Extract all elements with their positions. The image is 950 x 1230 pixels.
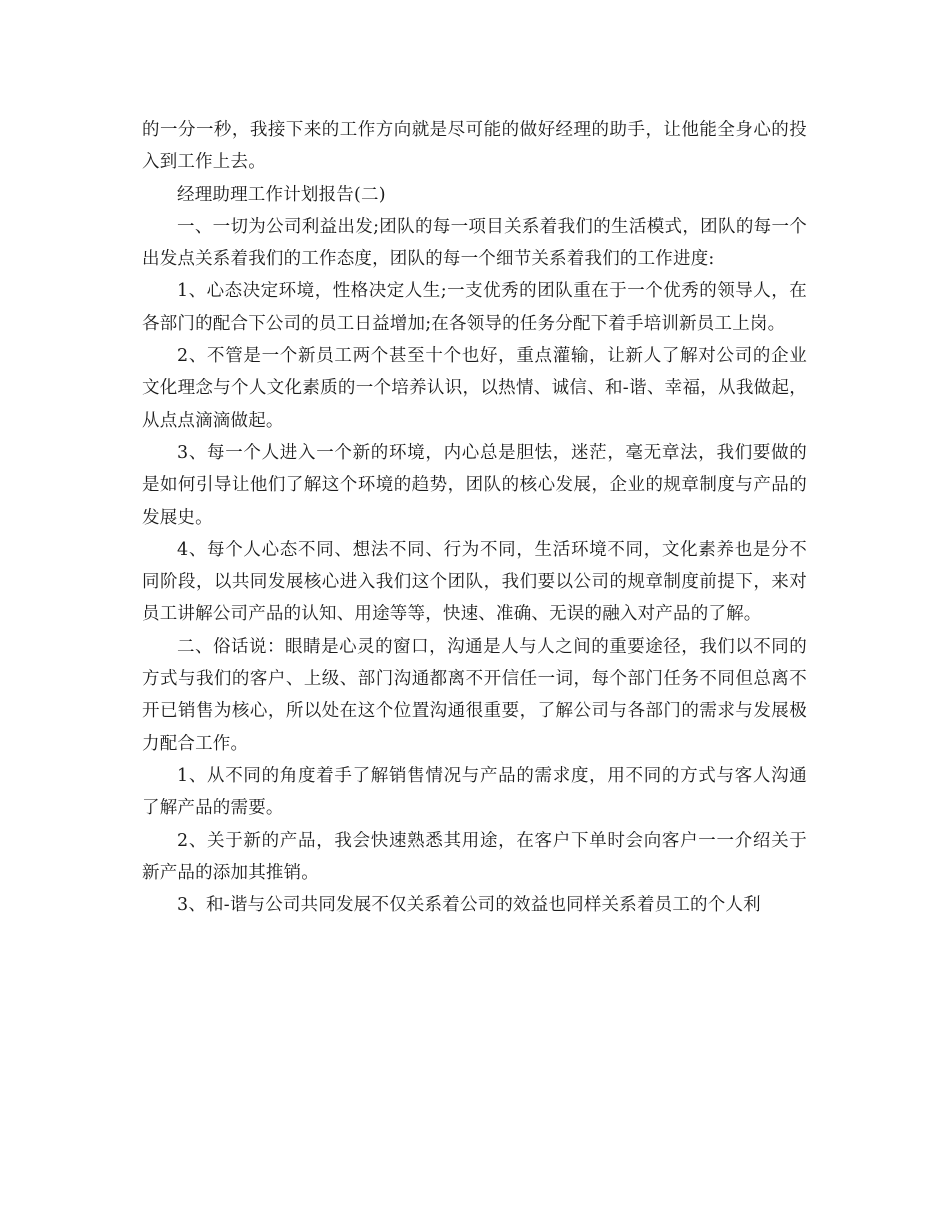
paragraph-part-two-item-1: 1、从不同的角度着手了解销售情况与产品的需求度，用不同的方式与客人沟通了解产品的需要。: [142, 765, 807, 819]
paragraph-part-one: 一、一切为公司利益出发;团队的每一项目关系着我们的生活模式，团队的每一个出发点关系着我们的工作态度，团队的每一个细节关系着我们的工作进度:: [142, 216, 807, 270]
paragraph-part-two: 二、俗话说：眼睛是心灵的窗口，沟通是人与人之间的重要途径，我们以不同的方式与我们的客户、上级、部门沟通都离不开信任一词，每个部门任务不同但总离不开已销售为核心，所以处在这个位置沟通很重要，了解公司与各部门的需求与发展极力配合工作。: [142, 636, 807, 754]
paragraph-item-1: 1、心态决定环境，性格决定人生;一支优秀的团队重在于一个优秀的领导人，在各部门的配合下公司的员工日益增加;在各领导的任务分配下着手培训新员工上岗。: [142, 281, 807, 334]
paragraph-part-two-item-2: 2、关于新的产品，我会快速熟悉其用途，在客户下单时会向客户一一介绍关于新产品的添加其推销。: [142, 830, 807, 883]
paragraph-continuation: 的一分一秒，我接下来的工作方向就是尽可能的做好经理的助手，让他能全身心的投入到工作上去。: [142, 120, 807, 173]
section-heading: 经理助理工作计划报告(二): [177, 184, 386, 205]
paragraph-item-2: 2、不管是一个新员工两个甚至十个也好，重点灌输，让新人了解对公司的企业文化理念与个人文化素质的一个培养认识，以热情、诚信、和-谐、幸福，从我做起，从点点滴滴做起。: [142, 346, 807, 431]
paragraph-item-3: 3、每一个人进入一个新的环境，内心总是胆怯，迷茫，毫无章法，我们要做的是如何引导让他们了解这个环境的趋势，团队的核心发展，企业的规章制度与产品的发展史。: [142, 442, 807, 528]
document-body: [142, 114, 807, 921]
paragraph-item-4: 4、每个人心态不同、想法不同、行为不同，生活环境不同，文化素养也是分不同阶段，以共同发展核心进入我们这个团队，我们要以公司的规章制度前提下，来对员工讲解公司产品的认知、用途等等，快速、准确、无误的融入对产品的了解。: [142, 539, 807, 625]
paragraph-part-two-item-3: 3、和-谐与公司共同发展不仅关系着公司的效益也同样关系着员工的个人利: [177, 895, 761, 916]
